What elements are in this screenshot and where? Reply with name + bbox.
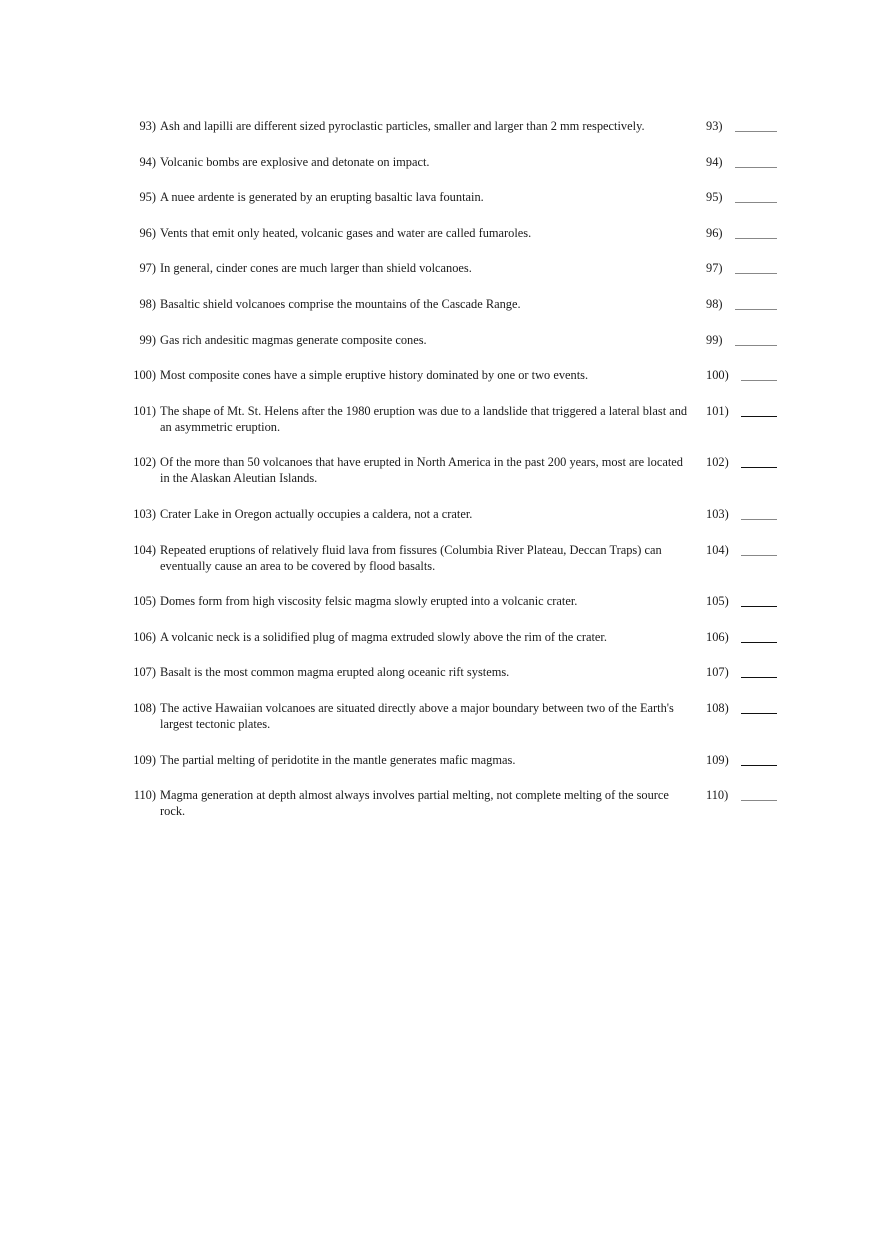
question-text: Repeated eruptions of relatively fluid lava from fissures (Columbia River Plateau, Deccan Traps) can eventually cause an area to be covered by flood basalts. — [160, 542, 662, 573]
answer-blank[interactable] — [741, 787, 777, 801]
question-text: Of the more than 50 volcanoes that have erupted in North America in the past 200 years, most are located in the Alaskan Aleutian Islands. — [160, 455, 683, 486]
answer-label: 95) — [706, 190, 723, 205]
question-text: Gas rich andesitic magmas generate composite cones. — [160, 332, 427, 347]
question-item — [128, 700, 788, 752]
answer-blank[interactable] — [741, 664, 777, 678]
question-number: 102) — [133, 455, 156, 470]
question-text: Ash and lapilli are different sized pyroclastic particles, smaller and larger than 2 mm respectively. — [160, 119, 645, 133]
answer-label: 99) — [706, 332, 723, 347]
question-number: 99) — [139, 332, 156, 347]
question-number: 97) — [139, 261, 156, 276]
answer-blank[interactable] — [741, 700, 777, 714]
question-text: A nuee ardente is generated by an erupting basaltic lava fountain. — [160, 190, 484, 205]
answer-blank[interactable] — [735, 118, 777, 132]
answer-blank[interactable] — [735, 189, 777, 203]
answer-label: 104) — [706, 542, 729, 557]
question-number: 109) — [133, 752, 156, 767]
question-item — [128, 225, 788, 261]
question-item — [128, 629, 788, 665]
question-number: 101) — [133, 403, 156, 418]
question-number: 94) — [139, 154, 156, 169]
question-text: Volcanic bombs are explosive and detonate on impact. — [160, 154, 430, 169]
answer-label: 94) — [706, 154, 723, 169]
question-text: Crater Lake in Oregon actually occupies a caldera, not a crater. — [160, 506, 473, 521]
answer-blank[interactable] — [735, 260, 777, 274]
question-item — [128, 454, 788, 506]
question-item — [128, 332, 788, 368]
question-item — [128, 542, 788, 594]
answer-label: 107) — [706, 665, 729, 680]
answer-label: 98) — [706, 296, 723, 311]
answer-label: 106) — [706, 629, 729, 644]
question-item — [128, 260, 788, 296]
question-number: 105) — [133, 594, 156, 609]
question-item — [128, 752, 788, 788]
question-text: Basalt is the most common magma erupted along oceanic rift systems. — [160, 665, 510, 680]
question-text: Domes form from high viscosity felsic magma slowly erupted into a volcanic crater. — [160, 594, 578, 609]
question-text: A volcanic neck is a solidified plug of magma extruded slowly above the rim of the crater. — [160, 629, 607, 644]
question-item — [128, 403, 788, 455]
answer-blank[interactable] — [735, 332, 777, 346]
answer-label: 110) — [706, 788, 729, 803]
question-number: 93) — [139, 119, 156, 133]
question-item — [128, 296, 788, 332]
answer-label: 101) — [706, 403, 729, 418]
question-number: 106) — [133, 629, 156, 644]
answer-label: 97) — [706, 261, 723, 276]
question-item — [128, 593, 788, 629]
answer-label: 108) — [706, 700, 729, 715]
question-number: 96) — [139, 225, 156, 240]
answer-blank[interactable] — [741, 367, 777, 381]
question-number: 100) — [133, 368, 156, 383]
answer-blank[interactable] — [735, 225, 777, 239]
answer-label: 109) — [706, 752, 729, 767]
answer-blank[interactable] — [735, 154, 777, 168]
answer-blank[interactable] — [741, 542, 777, 556]
question-item — [128, 787, 788, 839]
question-item — [128, 154, 788, 190]
question-text: Magma generation at depth almost always involves partial melting, not complete melting of the source rock. — [160, 788, 669, 819]
question-text: The active Hawaiian volcanoes are situated directly above a major boundary between two of the Earth's largest tectonic plates. — [160, 700, 674, 731]
question-number: 95) — [139, 190, 156, 205]
answer-blank[interactable] — [741, 506, 777, 520]
question-text: In general, cinder cones are much larger than shield volcanoes. — [160, 261, 472, 276]
question-text: The partial melting of peridotite in the mantle generates mafic magmas. — [160, 752, 516, 767]
question-text: The shape of Mt. St. Helens after the 1980 eruption was due to a landslide that triggered a lateral blast and an asymmetric eruption. — [160, 403, 688, 434]
answer-blank[interactable] — [741, 629, 777, 643]
question-item — [128, 367, 788, 403]
answer-blank[interactable] — [741, 752, 777, 766]
answer-blank[interactable] — [735, 296, 777, 310]
question-text: Most composite cones have a simple eruptive history dominated by one or two events. — [160, 368, 589, 383]
answer-blank[interactable] — [741, 593, 777, 607]
question-number: 103) — [133, 506, 156, 521]
answer-blank[interactable] — [741, 454, 777, 468]
question-number: 104) — [133, 542, 156, 557]
answer-label: 93) — [706, 119, 723, 133]
question-number: 98) — [139, 296, 156, 311]
answer-label: 103) — [706, 506, 729, 521]
question-item — [128, 664, 788, 700]
answer-label: 105) — [706, 594, 729, 609]
answer-label: 100) — [706, 368, 729, 383]
question-list — [128, 118, 788, 839]
question-number: 107) — [133, 665, 156, 680]
answer-label: 102) — [706, 455, 729, 470]
answer-blank[interactable] — [741, 403, 777, 417]
question-item — [128, 118, 788, 154]
question-item — [128, 189, 788, 225]
question-text: Vents that emit only heated, volcanic gases and water are called fumaroles. — [160, 225, 532, 240]
question-item — [128, 506, 788, 542]
question-number: 110) — [133, 788, 156, 803]
question-text: Basaltic shield volcanoes comprise the mountains of the Cascade Range. — [160, 296, 521, 311]
answer-label: 96) — [706, 225, 723, 240]
question-number: 108) — [133, 700, 156, 715]
